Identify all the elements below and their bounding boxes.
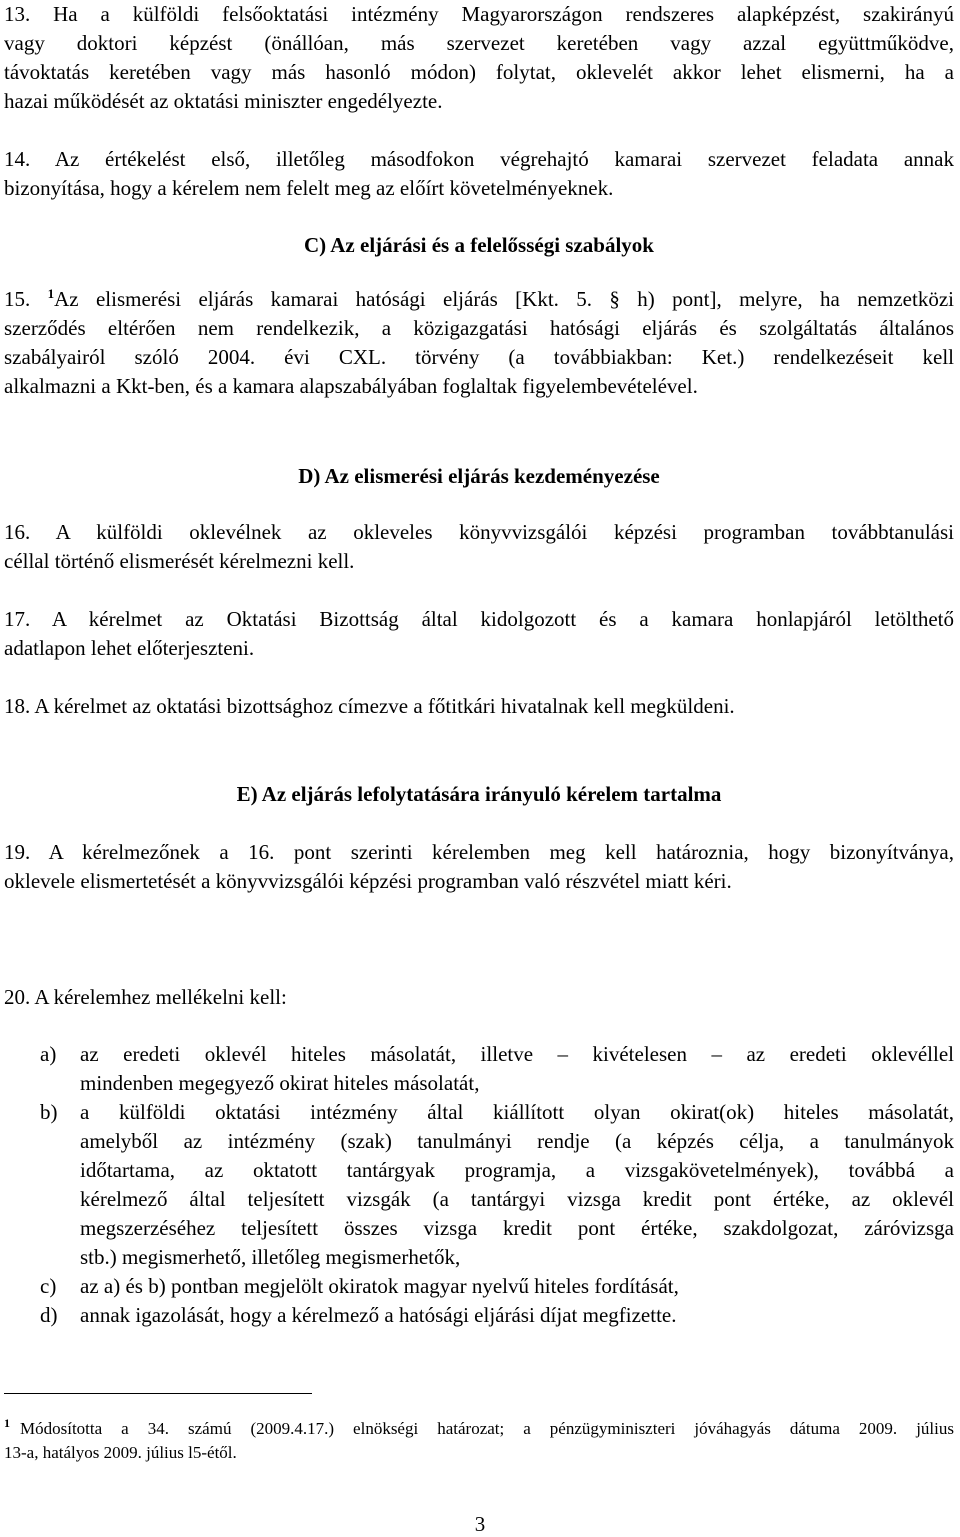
- paragraph-text: Az elismerési eljárás kamarai hatósági eljárás [Kkt. 5. § h) pont], melyre, ha nemzetközi: [54, 287, 954, 311]
- page-number: 3: [474, 1512, 486, 1536]
- paragraph-line: 20. A kérelemhez mellékelni kell:: [4, 985, 287, 1009]
- paragraph-17: [4, 605, 954, 663]
- paragraph-line: alkalmazni a Kkt-ben, és a kamara alapszabályában foglaltak figyelembevételével.: [4, 374, 698, 398]
- footnote-line: [4, 1417, 954, 1441]
- paragraph-line: 17. A kérelmet az Oktatási Bizottság által kidolgozott és a kamara honlapjáról letölthető: [4, 607, 954, 631]
- paragraph-line: 19. A kérelmezőnek a 16. pont szerinti kérelemben meg kell határoznia, hogy bizonyítványa,: [4, 840, 954, 864]
- list-item-line: annak igazolását, hogy a kérelmező a hatósági eljárási díjat megfizette.: [80, 1303, 677, 1327]
- paragraph-line: szabályairól szóló 2004. évi CXL. törvény (a továbbiakban: Ket.) rendelkezéseit kell: [4, 345, 954, 369]
- footnote-line: 13-a, hatályos 2009. július l5-étől.: [4, 1443, 237, 1462]
- paragraph-line: [4, 285, 954, 314]
- footnote-mark: 1: [4, 1416, 10, 1431]
- paragraph-18: [4, 692, 954, 721]
- section-heading-c: C) Az eljárási és a felelősségi szabályok: [304, 233, 654, 257]
- list-item-line: az a) és b) pontban megjelölt okiratok magyar nyelvű hiteles fordítását,: [80, 1274, 679, 1298]
- list-item-body: [80, 1040, 954, 1098]
- section-heading-e: E) Az eljárás lefolytatására irányuló kérelem tartalma: [236, 782, 722, 806]
- footnote-text: Módosította a 34. számú (2009.4.17.) elnökségi határozat; a pénzügyminiszteri jóváhagyás dátuma 2009. július: [20, 1419, 954, 1438]
- footnote: [4, 1417, 954, 1465]
- paragraph-line: 13. Ha a külföldi felsőoktatási intézmény Magyarországon rendszeres alapképzést, szakirányú: [4, 2, 954, 26]
- list-item-line: stb.) megismerhető, illetőleg megismerhetők,: [80, 1245, 461, 1269]
- paragraph-19: [4, 838, 954, 896]
- paragraph-line: oklevele elismertetését a könyvvizsgálói képzési programban való részvétel miatt kéri.: [4, 869, 732, 893]
- list-item-line: időtartama, az oktatott tantárgyak programja, a vizsgakövetelmények), továbbá a: [80, 1158, 954, 1182]
- list-item-body: [80, 1098, 954, 1272]
- paragraph-16: [4, 518, 954, 576]
- list-marker: a): [40, 1042, 57, 1066]
- paragraph-line: szerződés eltérően nem rendelkezik, a közigazgatási hatósági eljárás és szolgáltatás általános: [4, 316, 954, 340]
- list-item-line: amelyből az intézmény (szak) tanulmányi rendje (a képzés célja, a tanulmányok: [80, 1129, 954, 1153]
- paragraph-line: 18. A kérelmet az oktatási bizottsághoz címezve a főtitkári hivatalnak kell megküldeni.: [4, 694, 735, 718]
- list-item-line: megszerzéséhez teljesített összes vizsga kredit pont értéke, szakdolgozat, záróvizsga: [80, 1216, 954, 1240]
- list-item-line: a külföldi oktatási intézmény által kiállított olyan okirat(ok) hiteles másolatát,: [80, 1100, 954, 1124]
- paragraph-13: [4, 0, 954, 116]
- paragraph-line: 16. A külföldi oklevélnek az okleveles könyvvizsgálói képzési programban továbbtanulási: [4, 520, 954, 544]
- list-item-body: [80, 1301, 954, 1330]
- list-item-line: az eredeti oklevél hiteles másolatát, illetve – kivételesen – az eredeti oklevéllel: [80, 1042, 954, 1066]
- paragraph-20: [4, 983, 954, 1012]
- paragraph-line: bizonyítása, hogy a kérelem nem felelt meg az előírt követelményeknek.: [4, 176, 614, 200]
- paragraph-line: céllal történő elismerését kérelmezni kell.: [4, 549, 355, 573]
- list-item-body: [80, 1272, 954, 1301]
- paragraph-line: távoktatás keretében vagy más hasonló módon) folytat, oklevelét akkor lehet elismerni, ha a: [4, 60, 954, 84]
- footnote-separator: [4, 1393, 312, 1394]
- list-marker: d): [40, 1303, 58, 1327]
- list-item-line: kérelmező által teljesített vizsgák (a tantárgyi vizsga kredit pont értéke, az oklevél: [80, 1187, 954, 1211]
- paragraph-15: [4, 285, 954, 401]
- footnote-reference[interactable]: 1: [47, 286, 55, 301]
- list-marker: b): [40, 1100, 58, 1124]
- paragraph-line: 14. Az értékelést első, illetőleg másodfokon végrehajtó kamarai szervezet feladata annak: [4, 147, 954, 171]
- paragraph-line: hazai működését az oktatási miniszter engedélyezte.: [4, 89, 443, 113]
- paragraph-14: [4, 145, 954, 203]
- section-heading-d: D) Az elismerési eljárás kezdeményezése: [298, 464, 660, 488]
- list-marker: c): [40, 1274, 57, 1298]
- paragraph-number: 15.: [4, 287, 31, 311]
- list-item-line: mindenben megegyező okirat hiteles másolatát,: [80, 1071, 480, 1095]
- paragraph-line: adatlapon lehet előterjeszteni.: [4, 636, 255, 660]
- paragraph-line: vagy doktori képzést (önállóan, más szervezet keretében vagy azzal együttműködve,: [4, 31, 954, 55]
